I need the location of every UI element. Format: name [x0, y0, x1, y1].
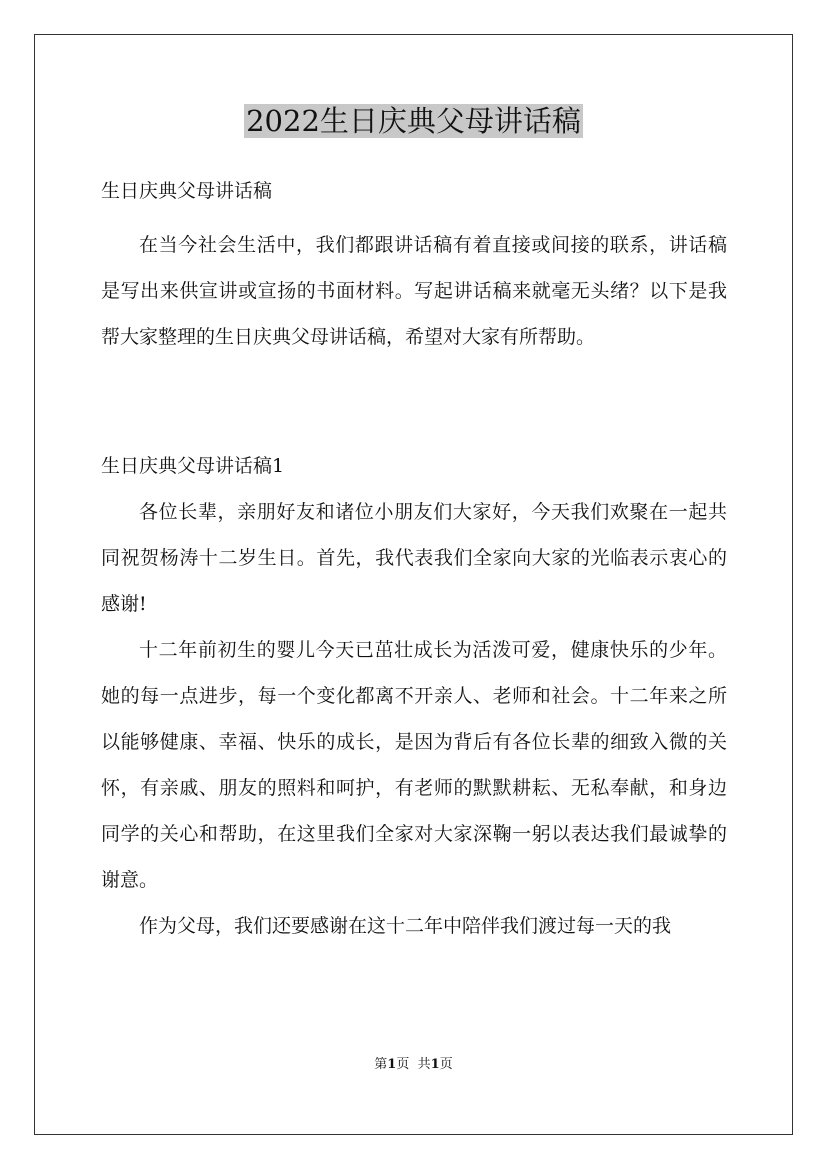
- page-prefix: 第: [374, 1057, 388, 1072]
- page-total: 1: [430, 1057, 440, 1072]
- document-title: [0, 99, 827, 143]
- section-heading: 生日庆典父母讲话稿1: [101, 455, 285, 477]
- page-footer: [0, 1056, 827, 1074]
- subtitle: 生日庆典父母讲话稿: [101, 180, 273, 202]
- speech-section: [101, 443, 727, 949]
- page-current: 1: [387, 1057, 397, 1072]
- paragraph-3: 作为父母，我们还要感谢在这十二年中陪伴我们渡过每一天的我: [139, 915, 672, 937]
- total-prefix: 共: [417, 1057, 431, 1072]
- page-suffix: 页: [396, 1057, 410, 1072]
- intro-section: [101, 168, 727, 360]
- paragraph-1: 各位长辈，亲朋好友和诸位小朋友们大家好，今天我们欢聚在一起共同祝贺杨涛十二岁生日。首先，我代表我们全家向大家的光临表示衷心的感谢!: [101, 501, 727, 615]
- intro-paragraph: 在当今社会生活中，我们都跟讲话稿有着直接或间接的联系，讲话稿是写出来供宣讲或宣扬的书面材料。写起讲话稿来就毫无头绪？以下是我帮大家整理的生日庆典父母讲话稿，希望对大家有所帮助。: [101, 234, 727, 348]
- total-suffix: 页: [439, 1057, 453, 1072]
- paragraph-2: 十二年前初生的婴儿今天已茁壮成长为活泼可爱，健康快乐的少年。她的每一点进步，每一个变化都离不开亲人、老师和社会。十二年来之所以能够健康、幸福、快乐的成长，是因为背后有各位长辈的细致入微的关怀，有亲戚、朋友的照料和呵护，有老师的默默耕耘、无私奉献，和身边同学的关心和帮助，在这里我们全家对大家深鞠一躬以表达我们最诚挚的谢意。: [101, 639, 727, 891]
- document-title-text: 2022生日庆典父母讲话稿: [246, 104, 581, 138]
